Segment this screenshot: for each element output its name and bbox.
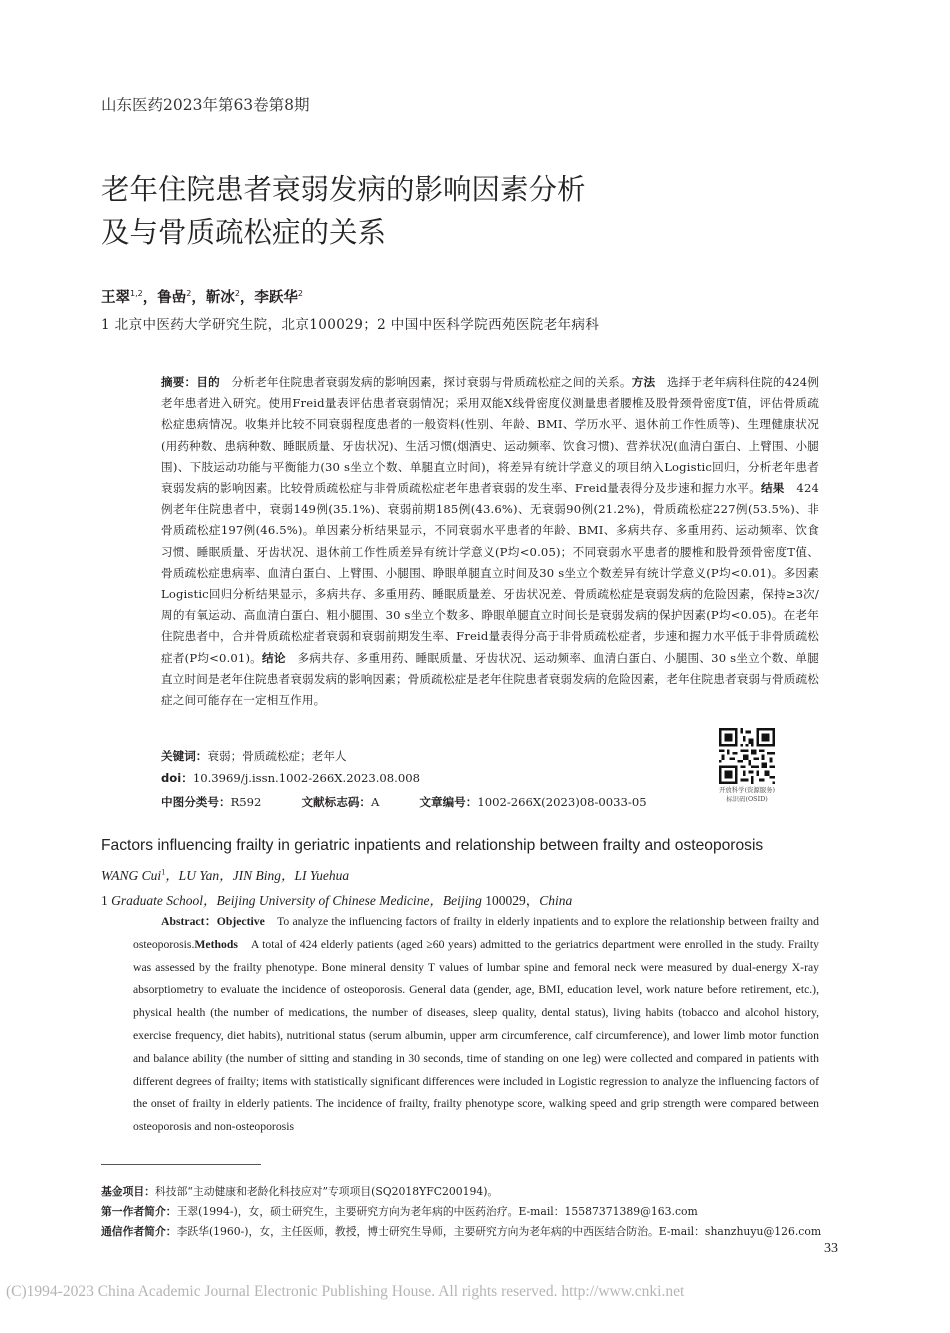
author-name: 鲁嵒 [157,290,187,306]
author-name: 王翠 [101,290,130,306]
results-label: 结果 [760,481,785,496]
classification-line: 中图分类号：R592 文献标志码：A 文章编号：1002-266X(2023)08-0033-05 [161,795,647,809]
author-list: 王翠$^{1,2}$，鲁嵒$^2$，靳冰$^2$，李跃华$^2$ [101,289,304,306]
author-name: 靳冰 [205,290,235,306]
abstract-label: 摘要： [161,375,197,389]
journal-header: 山东医药2023年第63卷第8期 [101,96,310,114]
objective-label: 目的 [196,375,220,389]
conclusion-text: 多病共存、多重用药、睡眠质量、牙齿状况、运动频率、血清白蛋白、小腿围、30 s坐立个数、单腿直立时间是老年住院患者衰弱发病的影响因素；骨质疏松症是老年住院患者衰弱发病的危险因素，老年住院患者衰弱与骨质疏松症之间可能存在一定相互作用。 [161,650,819,708]
keywords: 关键词：衰弱；骨质疏松症；老年人 [161,749,347,763]
objective-text: 分析老年住院患者衰弱发病的影响因素，探讨衰弱与骨质疏松症之间的关系。 [219,375,632,389]
abstract-cn [161,372,819,711]
qr-caption: 开放科学(资源服务) 标识码(OSID) [718,786,776,803]
doi[interactable]: doi：10.3969/j.issn.1002-266X.2023.08.008 [161,771,420,785]
methods-en-label: Methods [194,937,238,951]
abstract-en-label: Abstract： [161,915,217,928]
footnote-divider [101,1164,261,1165]
english-affiliation: 1 Graduate School，Beijing University of Chinese Medicine，Beijing 100029，China [101,893,573,908]
methods-text: 选择于老年病科住院的424例老年患者进入研究。使用Freid量表评估患者衰弱情况；采用双能X线骨密度仪测量患者腰椎及股骨颈骨密度T值，评估骨质疏松症患病情况。收集并比较不同衰弱程度患者的一般资料(性别、年龄、BMI、学历水平、退休前工作性质等)、生理健康状况(用药种数、患病种数、睡眠质量、牙齿状况)、生活习惯(烟酒史、运动频率、饮食习惯)、营养状况(血清白蛋白、上臂围、小腿围)、下肢运动功能与平衡能力(30 s坐立个数、单腿直立时间)，将差异有统计学意义的项目纳入Logistic回归，分析老年患者衰弱发病的影响因素。比较骨质疏松症与非骨质疏松症老年患者衰弱的发生率、Freid量表得分及步速和握力水平。 [161,375,820,496]
article-title [101,168,586,254]
footnotes [101,1182,861,1242]
objective-en-label: Objective [216,915,265,928]
results-text: 424例老年住院患者中，衰弱149例(35.1%)、衰弱前期185例(43.6%)、无衰弱90例(21.2%)，骨质疏松症227例(53.5%)、非骨质疏松症197例(46.5%)。单因素分析结果显示，不同衰弱水平患者的年龄、BMI、多病共存、多重用药、运动频率、饮食习惯、睡眠质量、牙齿状况、退休前工作性质差异有统计学意义(P均<0.05)；不同衰弱水平患者的腰椎和股骨颈骨密度T值、骨质疏松症患病率、血清白蛋白、上臂围、小腿围、睁眼单腿直立时间及30 s坐立个数差异有统计学意义(P均<0.01)。多因素Logistic回归分析结果显示，多病共存、多重用药、睡眠质量差、牙齿状况差、骨质疏松症是衰弱发病的危险因素，保持≥3次/周的有氧运动、高血清白蛋白、粗小腿围、30 s坐立个数多、睁眼单腿直立时间长是衰弱发病的保护因素(P均<0.05)。在老年住院患者中，合并骨质疏松症者衰弱和衰弱前期发生率、Freid量表得分高于非骨质疏松症者，步速和握力水平低于非骨质疏松症者(P均<0.01)。 [161,481,819,665]
affiliations: 1 北京中医药大学研究生院，北京100029；2 中国中医科学院西苑医院老年病科 [101,317,600,333]
copyright-watermark: (C)1994-2023 China Academic Journal Electronic Publishing House. All rights reserved. http://www.cnki.net [6,1283,685,1300]
english-title: Factors influencing frailty in geriatric inpatients and relationship between frailty and osteoporosis [101,837,764,854]
methods-label: 方法 [631,375,656,389]
qr-code-icon[interactable] [719,728,775,784]
english-authors: WANG Cui$^1$，LU Yan，JIN Bing，LI Yuehua [101,867,350,883]
author-name: 李跃华 [254,290,298,306]
conclusion-label: 结论 [262,650,286,665]
fund-note: 基金项目：科技部“主动健康和老龄化科技应对”专项项目(SQ2018YFC200194)。 [101,1185,499,1198]
title-line-2: 及与骨质疏松症的关系 [101,216,387,249]
first-author-note: 第一作者简介：王翠(1994-)，女，硕士研究生，主要研究方向为老年病的中医药治疗。E-mail：15587371389@163.com [101,1205,698,1218]
corresponding-author-note: 通信作者简介：李跃华(1960-)，女，主任医师，教授，博士研究生导师，主要研究方向为老年病的中西医结合防治。E-mail：shanzhuyu@126.com [101,1225,822,1238]
title-line-1: 老年住院患者衰弱发病的影响因素分析 [101,173,586,206]
abstract-en: Abstract：Objective To analyze the influencing factors of frailty in elderly inpatients and to explore the relationship between frailty and osteoporosis.Methods A total of 424 elderly patients (aged ≥60 years) admitted to the geriatrics department were enrolled in the study. Frailty was assessed by the frailty phenotype. Bone mineral density T values of lumbar spine and femoral neck were measured by dual-energy X-ray absorptiometry to evaluate the incidence of osteoporosis. General data (gender, age, BMI, education level, work nature before retirement, etc.), physical health (the number of medications, the number of diseases, sleep quality, dental status), living habits (tobacco and alcohol history, exercise frequency, diet habits), nutritional status (serum albumin, upper arm circumference, calf circumference), and lower limb motor function and balance ability (the number of sitting and standing in 30 seconds, time of standing on one leg) were collected and compared in patients with different degrees of frailty; items with statistically significant differences were included in Logistic regression to analyze the influencing factors of the onset of frailty in elderly patients. The incidence of frailty, frailty phenotype score, walking speed and grip strength were compared between osteoporosis and non-osteoporosis [133,915,819,1134]
page-number: 33 [824,1241,838,1256]
